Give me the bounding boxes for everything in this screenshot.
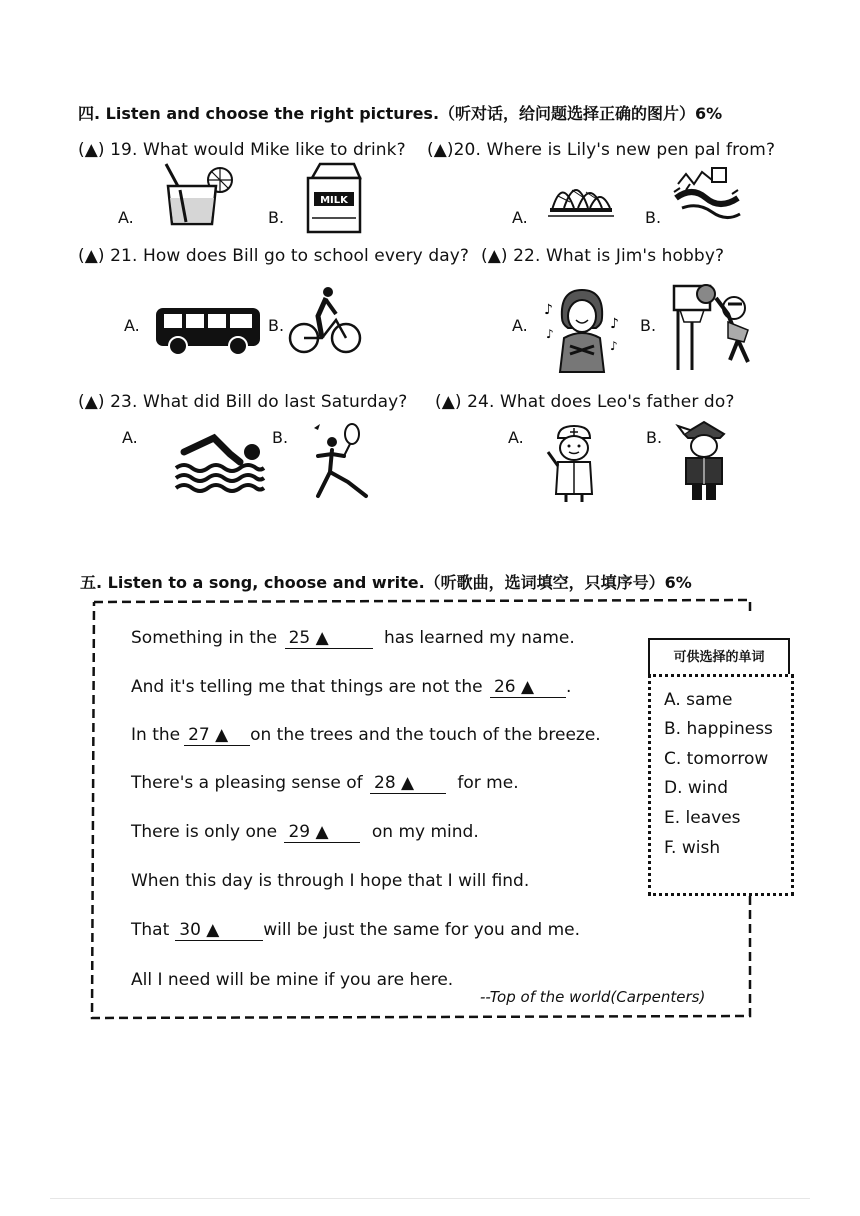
basketball-player-icon — [672, 282, 756, 372]
q19-option-a-label: A. — [118, 208, 134, 227]
song-line-6: When this day is through I hope that I will find. — [131, 871, 530, 891]
question-24: (▲) 24. What does Leo's father do? — [435, 392, 735, 412]
word-option-a: A. same — [664, 690, 733, 710]
answer-blank-25[interactable]: 25 ▲ — [285, 628, 373, 649]
badminton-player-icon — [308, 420, 372, 500]
song-line-5: There is only one 29 ▲ on my mind. — [131, 822, 479, 842]
q24-option-a-label: A. — [508, 428, 524, 447]
song-line-8: All I need will be mine if you are here. — [131, 970, 454, 990]
question-19: (▲) 19. What would Mike like to drink? — [78, 140, 406, 160]
word-option-b: B. happiness — [664, 719, 773, 739]
song-line-4: There's a pleasing sense of 28 ▲ for me. — [131, 773, 519, 793]
question-23: (▲) 23. What did Bill do last Saturday? — [78, 392, 408, 412]
singer-icon — [540, 284, 624, 374]
svg-text:♪: ♪ — [610, 339, 618, 353]
answer-blank-30[interactable]: 30 ▲ — [175, 920, 263, 941]
page-footer-divider — [50, 1198, 810, 1199]
juice-glass-icon — [160, 162, 240, 228]
word-option-d: D. wind — [664, 778, 729, 798]
word-option-f: F. wish — [664, 838, 721, 858]
q23-option-a-label: A. — [122, 428, 138, 447]
q19-option-b-label: B. — [268, 208, 285, 227]
song-line-7: That 30 ▲ will be just the same for you and me. — [131, 920, 581, 940]
svg-text:♪: ♪ — [544, 302, 553, 318]
milk-carton-icon — [304, 162, 362, 234]
section-4-title: 四. Listen and choose the right pictures.（听对话，给问题选择正确的图片）6% — [78, 104, 723, 123]
word-bank-title: 可供选择的单词 — [673, 650, 765, 665]
word-option-e: E. leaves — [664, 808, 741, 828]
answer-blank-26[interactable]: 26 ▲ — [490, 677, 566, 698]
question-20: (▲)20. Where is Lily's new pen pal from? — [427, 140, 776, 160]
svg-text:♪: ♪ — [610, 316, 619, 332]
q22-option-b-label: B. — [640, 316, 657, 335]
answer-blank-29[interactable]: 29 ▲ — [284, 822, 360, 843]
opera-house-icon — [548, 172, 614, 218]
policeman-icon — [676, 418, 732, 504]
q21-option-a-label: A. — [124, 316, 140, 335]
section-5-title: 五. Listen to a song, choose and write.（听歌曲，选词填空，只填序号）6% — [80, 573, 692, 592]
q24-option-b-label: B. — [646, 428, 663, 447]
word-bank-header — [648, 638, 790, 674]
answer-blank-27[interactable]: 27 ▲ — [184, 725, 250, 746]
q21-option-b-label: B. — [268, 316, 285, 335]
milk-label: MILK — [320, 195, 348, 206]
word-option-c: C. tomorrow — [664, 749, 769, 769]
bus-icon — [154, 304, 262, 356]
q20-option-a-label: A. — [512, 208, 528, 227]
swimmer-icon — [174, 432, 266, 492]
song-line-3: In the 27 ▲ on the trees and the touch of the breeze. — [131, 725, 601, 745]
question-21: (▲) 21. How does Bill go to school every day? — [78, 246, 470, 266]
cyclist-icon — [288, 286, 362, 356]
answer-blank-28[interactable]: 28 ▲ — [370, 773, 446, 794]
song-line-1: Something in the 25 ▲ has learned my name. — [131, 628, 575, 648]
q23-option-b-label: B. — [272, 428, 289, 447]
svg-text:♪: ♪ — [546, 327, 554, 341]
great-wall-icon — [672, 164, 744, 226]
q20-option-b-label: B. — [645, 208, 662, 227]
q22-option-a-label: A. — [512, 316, 528, 335]
song-line-2: And it's telling me that things are not the 26 ▲ . — [131, 677, 572, 697]
question-22: (▲) 22. What is Jim's hobby? — [481, 246, 725, 266]
song-attribution: --Top of the world(Carpenters) — [480, 988, 706, 1006]
doctor-icon — [544, 422, 602, 504]
